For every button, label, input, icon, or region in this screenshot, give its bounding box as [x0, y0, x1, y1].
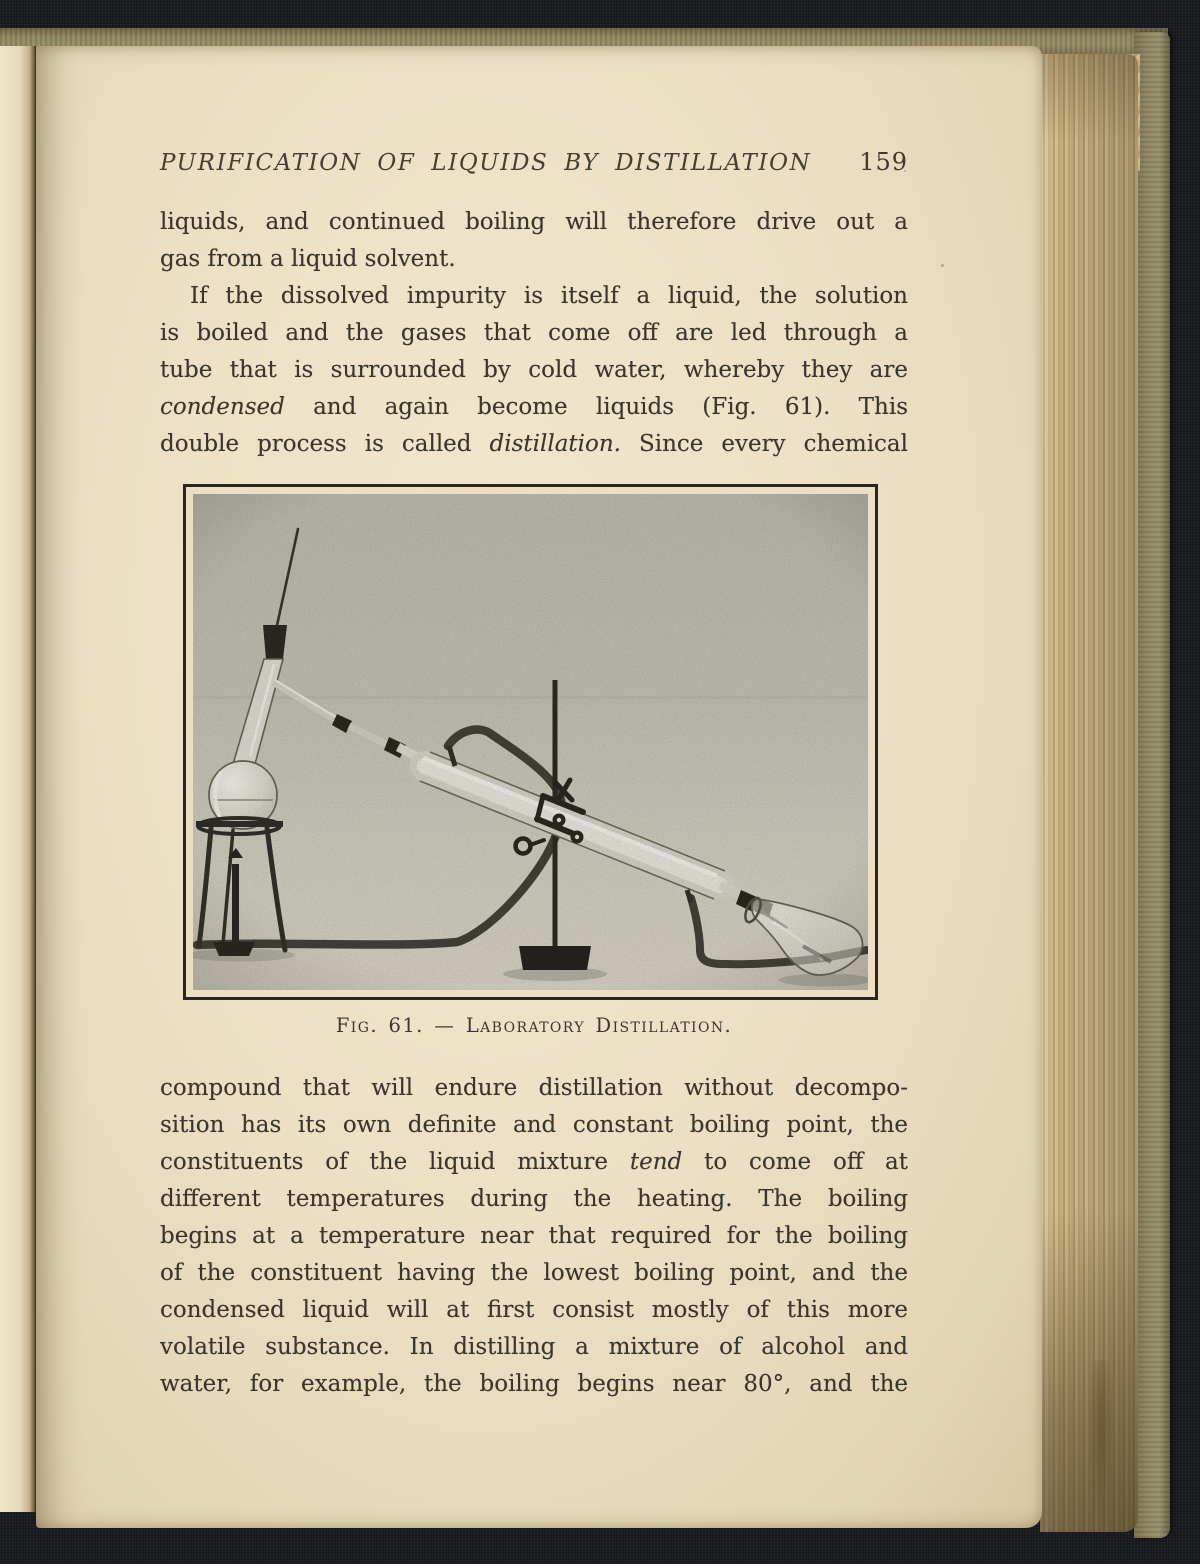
- halftone-grain: [193, 494, 868, 990]
- body-text-upper: [160, 204, 908, 463]
- running-head: [160, 148, 908, 176]
- paragraph: [160, 278, 908, 463]
- text-line: different temperatures during the heating. The boiling: [160, 1186, 908, 1212]
- figure-photo-distillation-apparatus: [193, 494, 868, 990]
- text-line: water, for example, the boiling begins near 80°, and the: [160, 1371, 908, 1397]
- text-line: of the constituent having the lowest boiling point, and the: [160, 1260, 908, 1286]
- book-cover-right-edge: [1134, 32, 1170, 1538]
- text-line: condensed liquid will at first consist mostly of this more: [160, 1297, 908, 1323]
- text-line: gas from a liquid solvent.: [160, 246, 456, 272]
- book-page: [36, 46, 1042, 1528]
- fore-edge-stain: [1088, 1360, 1114, 1530]
- paragraph: [160, 1070, 908, 1403]
- text-line: compound that will endure distillation without decompo-: [160, 1075, 908, 1101]
- text-line: begins at a temperature near that required for the boiling: [160, 1223, 908, 1249]
- paragraph: [160, 204, 908, 278]
- text-line: tube that is surrounded by cold water, whereby they are: [160, 357, 908, 383]
- text-line: liquids, and continued boiling will therefore drive out a: [160, 209, 908, 235]
- text-line: constituents of the liquid mixture tend to come off at: [160, 1149, 908, 1175]
- figure-frame: [183, 484, 878, 1000]
- gutter-page-edge: [0, 46, 36, 1512]
- figure-caption: Fig. 61. — Laboratory Distillation.: [335, 1014, 733, 1037]
- text-line: sition has its own definite and constant boiling point, the: [160, 1112, 908, 1138]
- page-number: 159: [859, 148, 908, 176]
- paper-speck: [941, 264, 944, 267]
- running-title: PURIFICATION OF LIQUIDS BY DISTILLATION: [160, 150, 812, 176]
- body-text-lower: [160, 1070, 908, 1403]
- text-line: is boiled and the gases that come off are led through a: [160, 320, 908, 346]
- text-line: condensed and again become liquids (Fig. 61). This: [160, 394, 908, 420]
- paper-speck: [904, 170, 906, 172]
- text-line: double process is called distillation. Since every chemical: [160, 431, 908, 457]
- page-stack-fore-edge: [1040, 54, 1138, 1532]
- text-line: volatile substance. In distilling a mixture of alcohol and: [160, 1334, 908, 1360]
- text-line: If the dissolved impurity is itself a liquid, the solution: [190, 283, 908, 309]
